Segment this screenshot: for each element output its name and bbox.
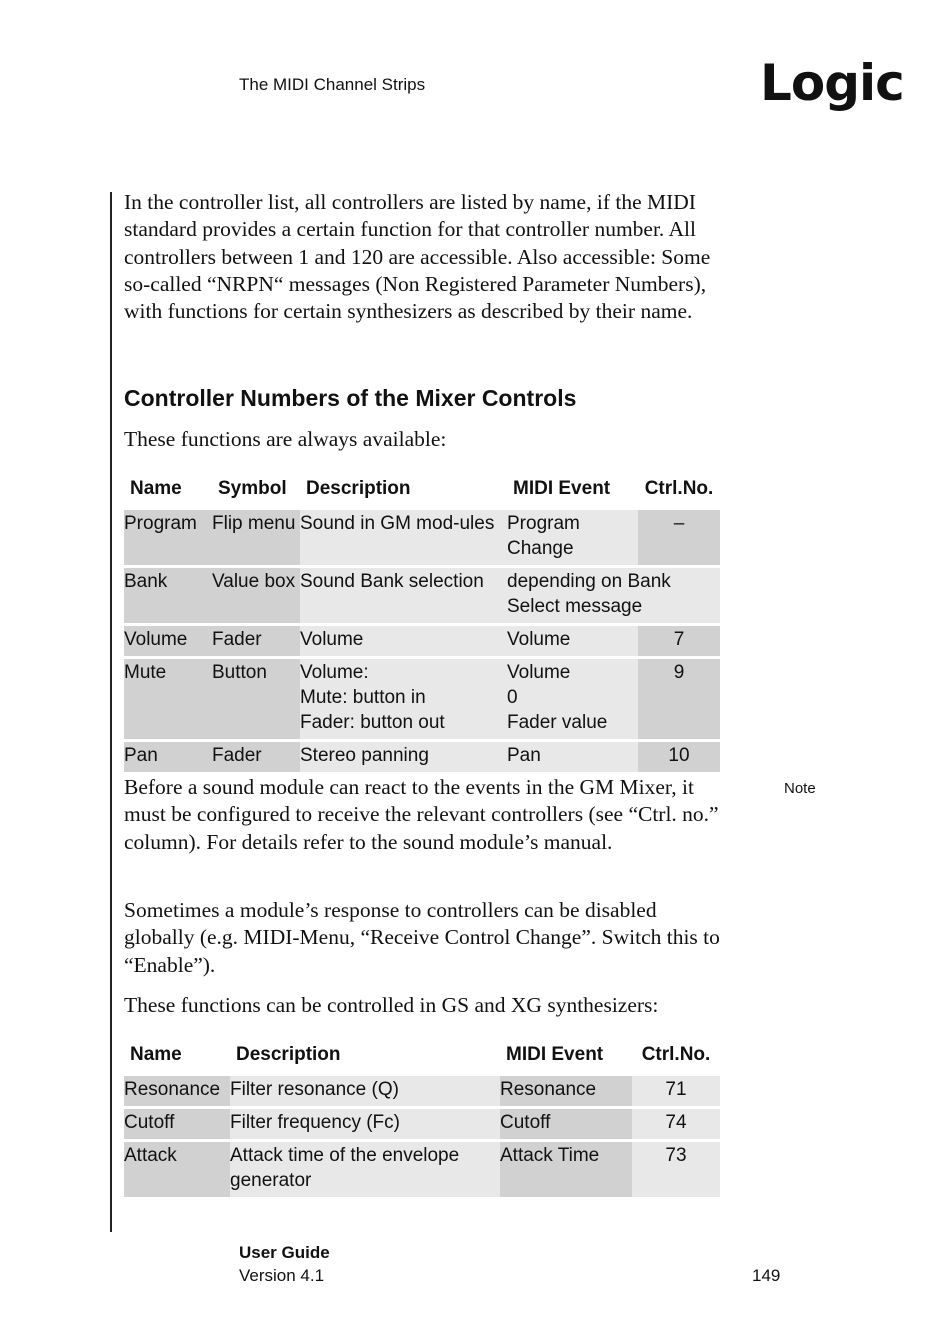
column-header: Symbol xyxy=(218,478,287,499)
table-row xyxy=(124,1108,720,1141)
table-cell: Mute xyxy=(124,658,212,741)
table-cell: Bank xyxy=(124,567,212,625)
column-header: Description xyxy=(236,1044,341,1065)
table-cell: 73 xyxy=(632,1141,720,1199)
table-header-row xyxy=(124,1042,720,1076)
section-heading: Controller Numbers of the Mixer Controls xyxy=(124,385,577,411)
table-cell: Volume xyxy=(124,625,212,658)
table-cell: Volume xyxy=(300,625,507,658)
note-paragraph: Before a sound module can react to the events in the GM Mixer, it must be configured to receive the relevant controllers (see “Ctrl. no.” column). For details refer to the sound module’s manual. xyxy=(124,775,719,854)
column-header: Ctrl.No. xyxy=(644,478,714,499)
table-cell: 7 xyxy=(638,625,720,658)
running-header: The MIDI Channel Strips xyxy=(239,75,426,94)
table-cell: Pan xyxy=(507,741,638,774)
table-row xyxy=(124,658,720,741)
disable-paragraph: Sometimes a module’s response to controllers can be disabled globally (e.g. MIDI-Menu, “Receive Control Change”. Switch this to “Enable”). xyxy=(124,898,720,977)
table-cell: Flip menu xyxy=(212,510,300,567)
table-row xyxy=(124,1076,720,1108)
table-cell: Attack time of the envelope generator xyxy=(230,1141,500,1199)
table-cell: Volume: Mute: button in Fader: button out xyxy=(300,658,507,741)
table-cell: 9 xyxy=(638,658,720,741)
table-cell: Sound in GM mod-ules xyxy=(300,510,507,567)
table-cell: depending on Bank Select message xyxy=(507,567,720,625)
table-cell: 10 xyxy=(638,741,720,774)
table-row xyxy=(124,567,720,625)
table-cell: Cutoff xyxy=(124,1108,230,1141)
table-cell: Pan xyxy=(124,741,212,774)
table-cell: Fader xyxy=(212,741,300,774)
table-row xyxy=(124,625,720,658)
table-cell: – xyxy=(638,510,720,567)
table-cell: Attack xyxy=(124,1141,230,1199)
page-number: 149 xyxy=(752,1266,781,1285)
table-cell: 74 xyxy=(632,1108,720,1141)
column-header: Description xyxy=(306,478,411,499)
table-cell: Filter resonance (Q) xyxy=(230,1076,500,1108)
table1-intro: These functions are always available: xyxy=(124,427,447,451)
table-cell: Fader xyxy=(212,625,300,658)
table-header-row xyxy=(124,476,720,510)
table-cell: Volume xyxy=(507,625,638,658)
table-cell: Program xyxy=(124,510,212,567)
margin-rule xyxy=(110,192,112,1232)
table-cell: Value box xyxy=(212,567,300,625)
table2-intro: These functions can be controlled in GS and XG synthesizers: xyxy=(124,993,659,1017)
table-cell: Resonance xyxy=(500,1076,632,1108)
table-row xyxy=(124,741,720,774)
table-cell: 71 xyxy=(632,1076,720,1108)
table-cell: Filter frequency (Fc) xyxy=(230,1108,500,1141)
footer-version: Version 4.1 xyxy=(239,1266,325,1285)
footer-guide-title: User Guide xyxy=(239,1243,330,1262)
table-cell: Button xyxy=(212,658,300,741)
table-cell: Stereo panning xyxy=(300,741,507,774)
logic-logo xyxy=(760,52,922,124)
table-row xyxy=(124,510,720,567)
column-header: MIDI Event xyxy=(513,478,611,499)
column-header: Name xyxy=(130,1044,182,1065)
mixer-controls-table xyxy=(124,476,720,775)
intro-paragraph: In the controller list, all controllers are listed by name, if the MIDI standard provides a certain function for that controller number. All controllers between 1 and 120 are accessible. Also accessible: Some so-called “NRPN“ messages (Non Registered Parameter Numbers), with functions for certain synthesizers as described by their name. xyxy=(124,190,711,324)
table-cell: Sound Bank selection xyxy=(300,567,507,625)
column-header: Ctrl.No. xyxy=(641,1044,711,1065)
table-row xyxy=(124,1141,720,1199)
table-cell: Program Change xyxy=(507,510,638,567)
gs-xg-controls-table xyxy=(124,1042,720,1200)
column-header: Name xyxy=(130,478,182,499)
table-cell: Cutoff xyxy=(500,1108,632,1141)
column-header: MIDI Event xyxy=(506,1044,604,1065)
margin-note-label: Note xyxy=(784,780,816,797)
table-cell: Attack Time xyxy=(500,1141,632,1199)
logo-wordmark: Logic xyxy=(760,54,904,112)
table-cell: Resonance xyxy=(124,1076,230,1108)
table-cell: Volume 0 Fader value xyxy=(507,658,638,741)
